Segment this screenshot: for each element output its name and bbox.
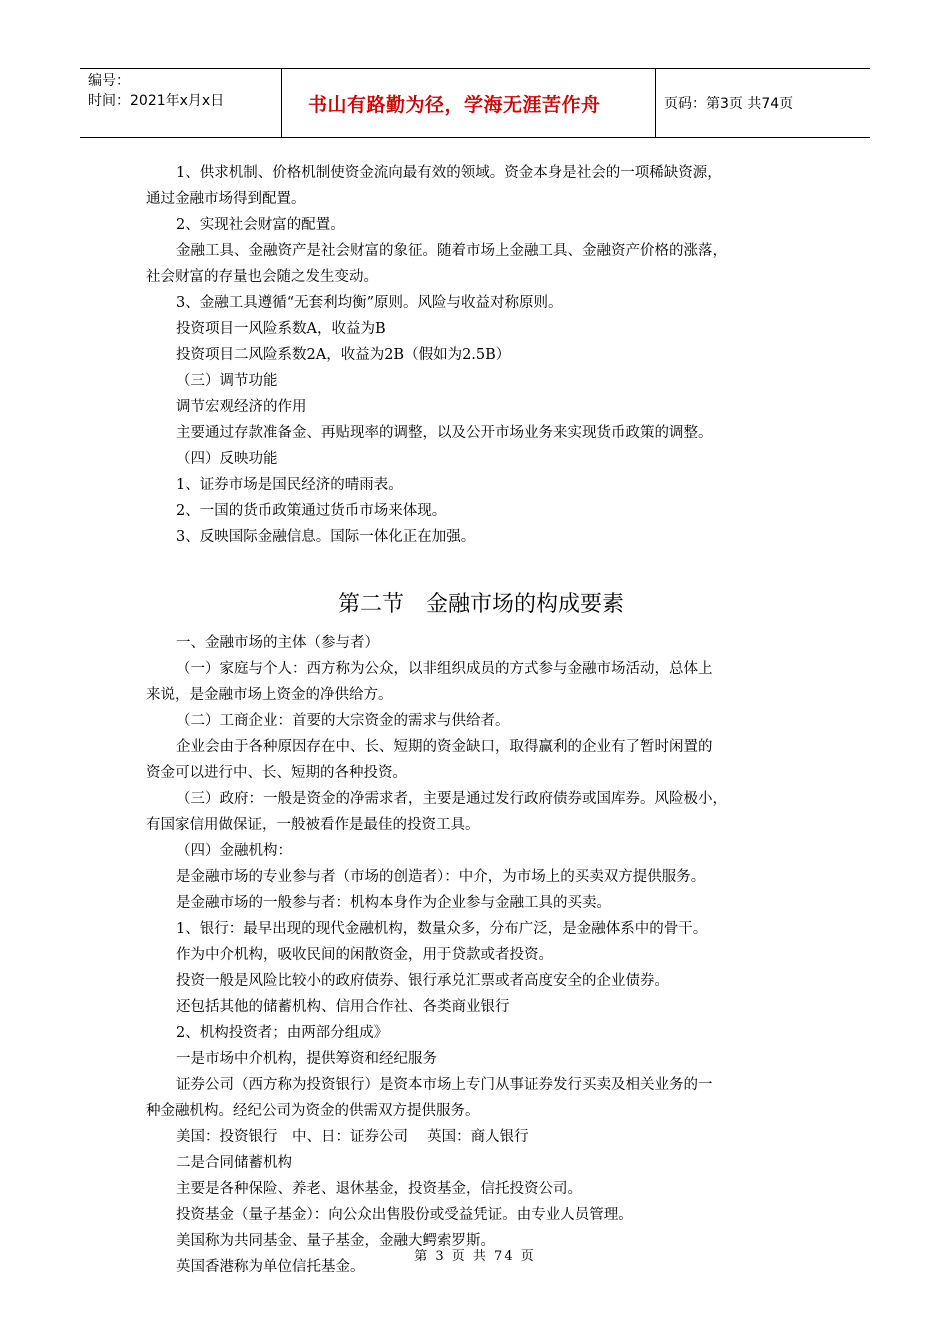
header-table (80, 68, 870, 138)
paragraph-line: 美国称为共同基金、量子基金，金融大鳄索罗斯。 (176, 1233, 495, 1249)
paragraph-line: 通过金融市场得到配置。 (146, 191, 306, 207)
paragraph-line: 1、供求机制、价格机制使资金流向最有效的领域。资金本身是社会的一项稀缺资源， (176, 165, 722, 181)
paragraph-line: 主要通过存款准备金、再贴现率的调整，以及公开市场业务来实现货币政策的调整。 (176, 425, 713, 441)
header-motto: 书山有路勤为径，学海无涯苦作舟 (282, 69, 656, 137)
paragraph-line: 3、金融工具遵循“无套利均衡”原则。风险与收益对称原则。 (176, 295, 563, 311)
paragraph-line: 一是市场中介机构，提供筹资和经纪服务 (176, 1051, 437, 1067)
paragraph-line: （三）政府：一般是资金的净需求者，主要是通过发行政府债券或国库券。风险极小， (176, 791, 727, 807)
paragraph-line: 投资项目二风险系数2A，收益为2B（假如为2.5B） (176, 347, 511, 363)
paragraph-line: 投资项目一风险系数A，收益为B (176, 321, 386, 337)
paragraph-line: 企业会由于各种原因存在中、长、短期的资金缺口，取得赢利的企业有了暂时闲置的 (176, 739, 713, 755)
paragraph-line: 主要是各种保险、养老、退休基金，投资基金，信托投资公司。 (176, 1181, 582, 1197)
paragraph-line: 二是合同储蓄机构 (176, 1155, 292, 1171)
paragraph-line: 作为中介机构，吸收民间的闲散资金，用于贷款或者投资。 (176, 947, 553, 963)
subheading: （四）反映功能 (176, 451, 278, 467)
header-page-info: 页码：第3页 共74页 (664, 96, 794, 112)
paragraph-line: 种金融机构。经纪公司为资金的供需双方提供服务。 (146, 1103, 480, 1119)
paragraph-line: 投资一般是风险比较小的政府债券、银行承兑汇票或者高度安全的企业债券。 (176, 973, 669, 989)
paragraph-line: （四）金融机构： (176, 843, 292, 859)
paragraph-line: 社会财富的存量也会随之发生变动。 (146, 269, 378, 285)
paragraph-line: 证券公司（西方称为投资银行）是资本市场上专门从事证券发行买卖及相关业务的一 (176, 1077, 713, 1093)
paragraph-line: 有国家信用做保证，一般被看作是最佳的投资工具。 (146, 817, 480, 833)
subheading: （三）调节功能 (176, 373, 278, 389)
paragraph-line: 是金融市场的专业参与者（市场的创造者）：中介，为市场上的买卖双方提供服务。 (176, 869, 706, 885)
paragraph-line: 3、反映国际金融信息。国际一体化正在加强。 (176, 529, 476, 545)
paragraph-line: 调节宏观经济的作用 (176, 399, 307, 415)
paragraph-line: 2、实现社会财富的配置。 (176, 217, 345, 233)
document-body (146, 160, 816, 1280)
paragraph-line: 2、机构投资者；由两部分组成》 (176, 1025, 389, 1041)
paragraph-line: （二）工商企业：首要的大宗资金的需求与供给者。 (176, 713, 510, 729)
section-title: 第二节 金融市场的构成要素 (337, 592, 624, 617)
paragraph-line: 资金可以进行中、长、短期的各种投资。 (146, 765, 407, 781)
number-label: 编号： (88, 73, 130, 89)
paragraph-line: 来说，是金融市场上资金的净供给方。 (146, 687, 393, 703)
paragraph-line: （一）家庭与个人：西方称为公众，以非组织成员的方式参与金融市场活动，总体上 (176, 661, 713, 677)
paragraph-line: 投资基金（量子基金）：向公众出售股份或受益凭证。由专业人员管理。 (176, 1207, 633, 1223)
header-left-cell (80, 69, 282, 137)
paragraph-line: 还包括其他的储蓄机构、信用合作社、各类商业银行 (176, 999, 510, 1015)
page-footer: 第 3 页 共 74 页 (414, 1249, 536, 1264)
paragraph-line: 金融工具、金融资产是社会财富的象征。随着市场上金融工具、金融资产价格的涨落， (176, 243, 727, 259)
paragraph-line: 1、银行：最早出现的现代金融机构，数量众多，分布广泛，是金融体系中的骨干。 (176, 921, 708, 937)
time-label: 时间：2021年x月x日 (88, 93, 225, 109)
paragraph-line: 英国香港称为单位信托基金。 (176, 1259, 365, 1275)
paragraph-line: 1、证券市场是国民经济的晴雨表。 (176, 477, 403, 493)
paragraph-line: 美国：投资银行 中、日：证券公司 英国：商人银行 (176, 1129, 529, 1145)
paragraph-line: 是金融市场的一般参与者：机构本身作为企业参与金融工具的买卖。 (176, 895, 611, 911)
paragraph-line: 2、一国的货币政策通过货币市场来体现。 (176, 503, 447, 519)
paragraph-line: 一、金融市场的主体（参与者） (176, 635, 379, 651)
